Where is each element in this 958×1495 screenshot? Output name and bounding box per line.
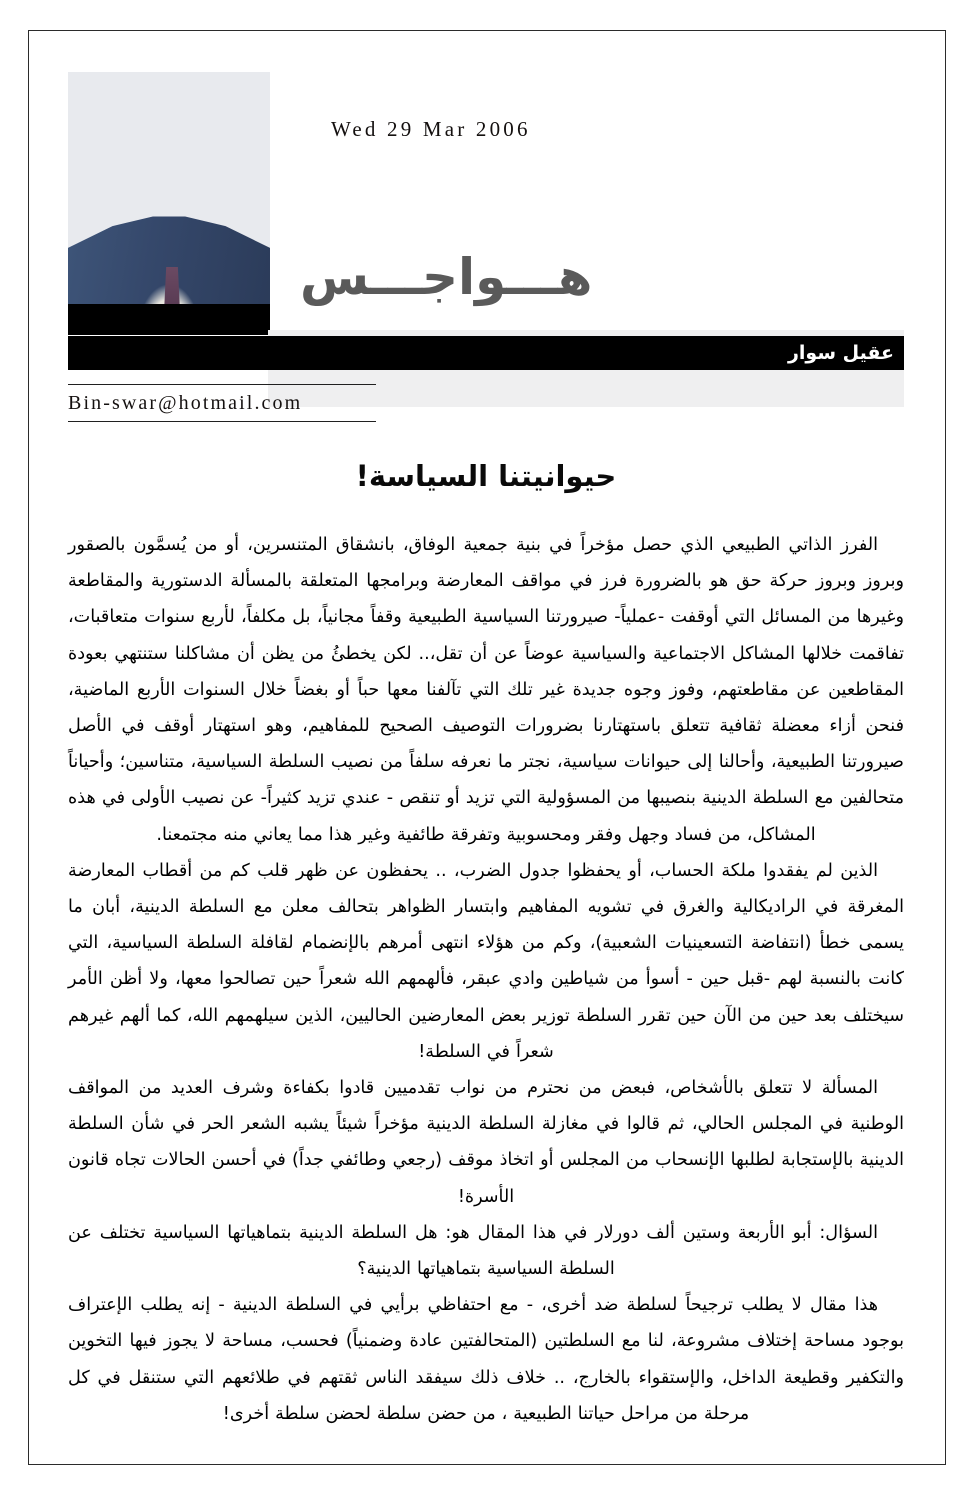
author-email-address[interactable]: Bin-swar@hotmail.com [68, 392, 303, 414]
author-portrait-photo [68, 72, 270, 335]
article-paragraph: هذا مقال لا يطلب ترجيحاً لسلطة ضد أخرى، - مع احتفاظي برأيي في السلطة الدينية - إنه يطلب الإعتراف بوجود مساحة إختلاف مشروعة، لنا مع السلطتين (المتحالفتين عادة وضمنياً) فحسب، مساحة لا يجوز فيها التخوين والتكفير وقطيعة الداخل، والإستقواء بالخارج، .. خلاف ذلك سيفقد الناس ثقتهم في طلائعهم التي ستنقل في كل مرحلة من مراحل حياتنا الطبيعية ، من حضن سلطة لحضن سلطة أخرى! [68, 1295, 904, 1424]
masthead [68, 72, 904, 372]
author-name: عقيل سوار [787, 342, 894, 364]
page-frame-right-rule [945, 30, 946, 1465]
article-body [68, 527, 904, 1432]
page-frame-top-rule [28, 30, 946, 31]
publication-date: Wed 29 Mar 2006 [331, 117, 531, 141]
article-paragraph: الذين لم يفقدوا ملكة الحساب، أو يحفظوا جدول الضرب، .. يحفظون عن ظهر قلب كم من أقطاب المعارضة المغرقة في الراديكالية والغرق في تشويه المفاهيم وابتسار الظواهر بتحالف معلن مع السلطة الدينية، أبان ما يسمى خطأ (انتفاضة التسعينيات الشعبية)، وكم من هؤلاء انتهى أمرهم بالإنضمام لقافلة السلطة السياسية، التي كانت بالنسبة لهم -قبل حين - أسوأ من شياطين وادي عبقر، فألهمهم الله شعراً حين تصالحوا معها، ولا أظن الأمر سيختلف بعد حين من الآن حين تقرر السلطة توزير بعض المعارضين الحاليين، الذين سيلهمهم الله، كما ألهم غيرهم شعراً في السلطة! [68, 860, 904, 1062]
portrait-bottom-black-band [68, 304, 270, 335]
page-frame-left-rule [28, 30, 29, 1465]
article-headline: حيوانيتنا السياسة! [355, 459, 617, 493]
article-paragraph: السؤال: أبو الأربعة وستين ألف دورلار في هذا المقال هو: هل السلطة الدينية بتماهياتها السياسية تختلف عن السلطة السياسية بتماهياتها الدينية؟ [68, 1222, 878, 1280]
author-email-block [68, 384, 376, 422]
article-paragraph: المسألة لا تتعلق بالأشخاص، فبعض من نحترم من نواب تقدميين قادوا بكفاءة وشرف العديد من المواقف الوطنية في المجلس الحالي، ثم قالوا في مغازلة السلطة الدينية مؤخراً شيئاً يشبه الشعر الحر في شأن السلطة الدينية بالإستجابة لطلبها الإنسحاب من المجلس أو اتخاذ موقف (رجعي وطائفي جداً) في أحسن الحالات تجاه قانون الأسرة! [68, 1078, 904, 1207]
page-frame-bottom-rule [28, 1464, 946, 1465]
column-title-hawajis: هـــواجـــس [300, 248, 593, 306]
article-paragraph: الفرز الذاتي الطبيعي الذي حصل مؤخراً في بنية جمعية الوفاق، بانشقاق المتنسرين، أو من يُسمَّون بالصقور وبروز وبروز حركة حق هو بالضرورة فرز في مواقف المعارضة وبرامجها المتعلقة بالمسألة الدستورية والمقاطعة وغيرها من المسائل التي أوقفت -عملياً- صيرورتنا السياسية الطبيعية وقفاً مجانياً، بل مكلفاً، لأربع سنوات متعاقبات، تفاقمت خلالها المشاكل الاجتماعية والسياسية عوضاً عن أن تقل،.. لكن يخطئُ من يظن أن مشاكلنا ستنتهي بعودة المقاطعين عن مقاطعتهم، وفوز وجوه جديدة غير تلك التي تآلفنا معها حباً أو بغضاً خلال السنوات الأربع الماضية، فنحن أزاء معضلة ثقافية تتعلق باستهتارنا بضرورات التوصيف الصحيح للمفاهيم، وهو استهتار أوقف في الأصل صيرورتنا الطبيعية، وأحالنا إلى حيوانات سياسية، نجتر ما نعرفه سلفاً من نصيب السلطة السياسية، متناسين؛ وأحياناً متحالفين مع السلطة الدينية بنصيبها من المسؤولية التي تزيد أو تنقص - عندي تزيد كثيراً- عن نصيب الأولى في هذه المشاكل، من فساد وجهل وفقر ومحسوبية وتفرقة طائفية وغير هذا مما يعاني منه مجتمعنا. [68, 535, 904, 845]
